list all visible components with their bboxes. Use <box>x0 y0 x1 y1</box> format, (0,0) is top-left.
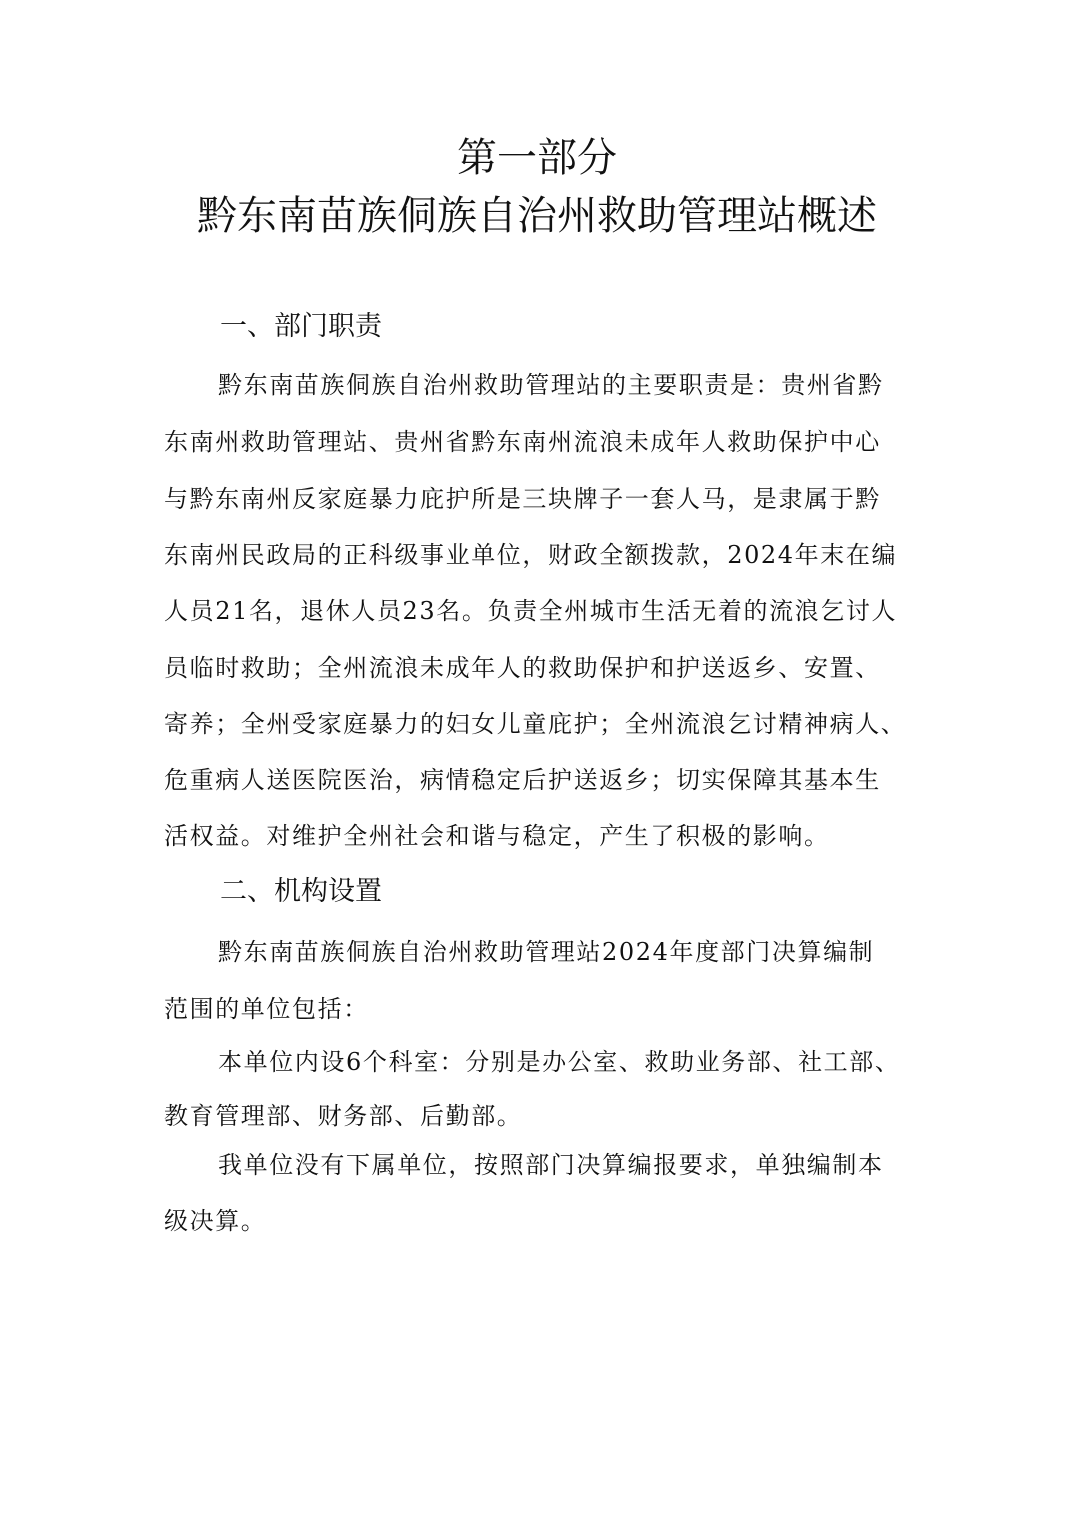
paragraph-line: 危重病人送医院医治，病情稳定后护送返乡；切实保障其基本生 <box>164 766 881 794</box>
paragraph-line: 我单位没有下属单位，按照部门决算编报要求，单独编制本 <box>218 1151 884 1179</box>
paragraph-line: 员临时救助；全州流浪未成年人的救助保护和护送返乡、安置、 <box>164 654 881 682</box>
paragraph-line: 范围的单位包括： <box>164 995 369 1023</box>
page-subtitle: 黔东南苗族侗族自治州救助管理站概述 <box>197 193 877 239</box>
paragraph-line: 教育管理部、财务部、后勤部。 <box>164 1102 523 1130</box>
paragraph-line: 东南州救助管理站、贵州省黔东南州流浪未成年人救助保护中心 <box>164 428 881 456</box>
paragraph-line: 本单位内设6个科室：分别是办公室、救助业务部、社工部、 <box>218 1048 901 1076</box>
paragraph-line: 人员21名，退休人员23名。负责全州城市生活无着的流浪乞讨人 <box>164 597 898 625</box>
paragraph-line: 与黔东南州反家庭暴力庇护所是三块牌子一套人马，是隶属于黔 <box>164 485 881 513</box>
paragraph-line: 级决算。 <box>164 1207 267 1235</box>
page-title: 第一部分 <box>457 135 617 181</box>
paragraph-line: 寄养；全州受家庭暴力的妇女儿童庇护；全州流浪乞讨精神病人、 <box>164 710 907 738</box>
paragraph-line: 黔东南苗族侗族自治州救助管理站的主要职责是：贵州省黔 <box>218 371 884 399</box>
paragraph-line: 活权益。对维护全州社会和谐与稳定，产生了积极的影响。 <box>164 822 830 850</box>
section-heading-duties: 一、部门职责 <box>220 311 382 342</box>
paragraph-line: 黔东南苗族侗族自治州救助管理站2024年度部门决算编制 <box>218 938 875 966</box>
section-heading-structure: 二、机构设置 <box>220 876 382 907</box>
paragraph-line: 东南州民政局的正科级事业单位，财政全额拨款，2024年末在编 <box>164 541 898 569</box>
